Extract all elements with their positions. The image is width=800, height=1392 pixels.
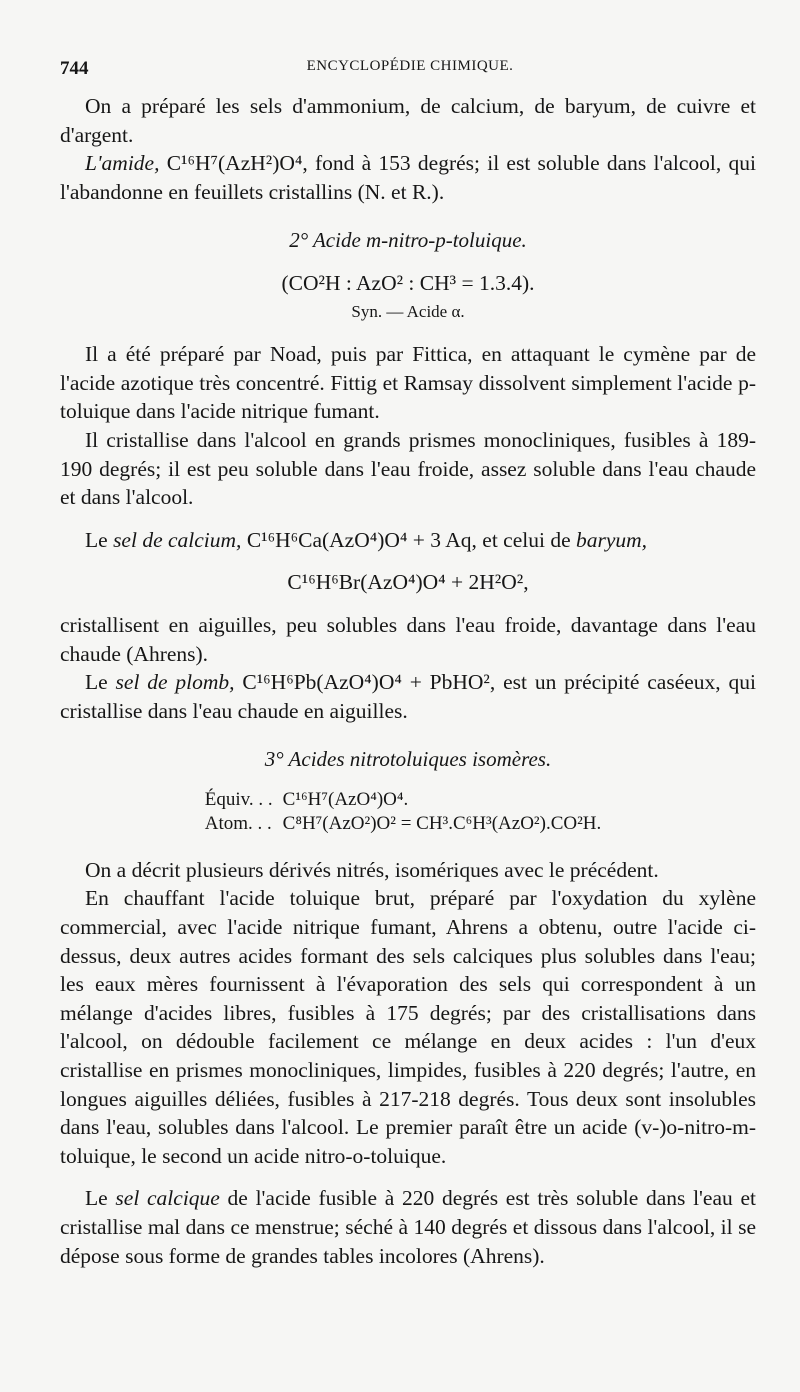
term-lead-salt: sel de plomb, (115, 670, 235, 695)
paragraph-amide: L'amide, C¹⁶H⁷(AzH²)O⁴, fond à 153 degrés; il est soluble dans l'alcool, qui l'abandonne en feuillets cristallins (N. et R.). (60, 151, 756, 204)
term-barium: baryum, (576, 527, 648, 552)
equiv-formula: C¹⁶H⁷(AzO⁴)O⁴. (282, 788, 409, 810)
section-formula-2: (CO²H : AzO² : CH³ = 1.3.4). (281, 270, 535, 295)
section-heading-3: 3° Acides nitrotoluiques isomères. (264, 747, 552, 772)
equiv-label: Équiv. . . (204, 788, 273, 810)
page-header (60, 58, 760, 88)
page-body (60, 92, 756, 1270)
paragraph-derivatives: On a décrit plusieurs dérivés nitrés, isomériques avec le précédent. (85, 857, 659, 882)
formula-row-equiv (205, 788, 612, 812)
paragraph-calcium-salt: Le sel de calcium, C¹⁶H⁶Ca(AzO⁴)O⁴ + 3 Aq, et celui de baryum, (85, 527, 648, 552)
formula-block (205, 788, 612, 836)
running-title: ENCYCLOPÉDIE CHIMIQUE. (306, 58, 514, 74)
section-heading-2: 2° Acide m-nitro-p-toluique. (289, 228, 527, 253)
paragraph-salts: On a préparé les sels d'ammonium, de calcium, de baryum, de cuivre et d'argent. (60, 94, 756, 147)
paragraph-crystallize-needles: cristallisent en aiguilles, peu solubles dans l'eau froide, davantage dans l'eau chaude (Ahrens). (60, 612, 756, 666)
term-amide: L'amide, (85, 151, 160, 176)
atom-formula: C⁸H⁷(AzO²)O² = CH³.C⁶H³(AzO²).CO²H. (282, 812, 602, 834)
page-number: 744 (60, 58, 89, 79)
synonym-line: Syn. — Acide α. (351, 301, 465, 321)
paragraph-ahrens: En chauffant l'acide toluique brut, préparé par l'oxydation du xylène commercial, avec l'acide nitrique fumant, Ahrens a obtenu, outre l'acide ci-dessus, deux autres acides formant des sels calciques plus solubles dans l'eau; les eaux mères fournissent à l'évaporation des sels qui correspondent à un mélange d'acides libres, fusibles à 175 degrés; par des cristallisations dans l'alcool, on dédouble facilement ce mélange en deux acides : l'un d'eux cristallise en prismes monocliniques, limpides, fusibles à 220 degrés; l'autre, en longues aiguilles déliées, fusibles à 217-218 degrés. Tous deux sont insolubles dans l'eau, solubles dans l'alcool. Le premier paraît être un acide (v-)o-nitro-m-toluique, le second un acide nitro-o-toluique. (60, 886, 756, 1168)
paragraph-lead-salt: Le sel de plomb, C¹⁶H⁶Pb(AzO⁴)O⁴ + PbHO², est un précipité caséeux, qui cristallise dans l'eau chaude en aiguilles. (60, 670, 756, 723)
paragraph-preparation: Il a été préparé par Noad, puis par Fittica, en attaquant le cymène par de l'acide azotique très concentré. Fittig et Ramsay dissolvent simplement l'acide p-toluique dans l'acide nitrique fumant. (60, 342, 756, 424)
paragraph-calcium-salt-220: Le sel calcique de l'acide fusible à 220 degrés est très soluble dans l'eau et cristallise mal dans ce menstrue; séché à 140 degrés et dissous dans l'alcool, il se dépose sous forme de grandes tables incolores (Ahrens). (60, 1186, 756, 1268)
term-calcium-salt: sel de calcium, (113, 527, 242, 552)
paragraph-crystallization: Il cristallise dans l'alcool en grands prismes monocliniques, fusibles à 189-190 degrés; il est peu soluble dans l'eau froide, assez soluble dans l'eau chaude et dans l'alcool. (60, 427, 756, 510)
term-calcium-salt-220: sel calcique (115, 1186, 220, 1211)
atom-label: Atom. . . (204, 812, 272, 834)
formula-row-atom (205, 812, 612, 836)
formula-barium: C¹⁶H⁶Br(AzO⁴)O⁴ + 2H²O², (287, 570, 529, 595)
